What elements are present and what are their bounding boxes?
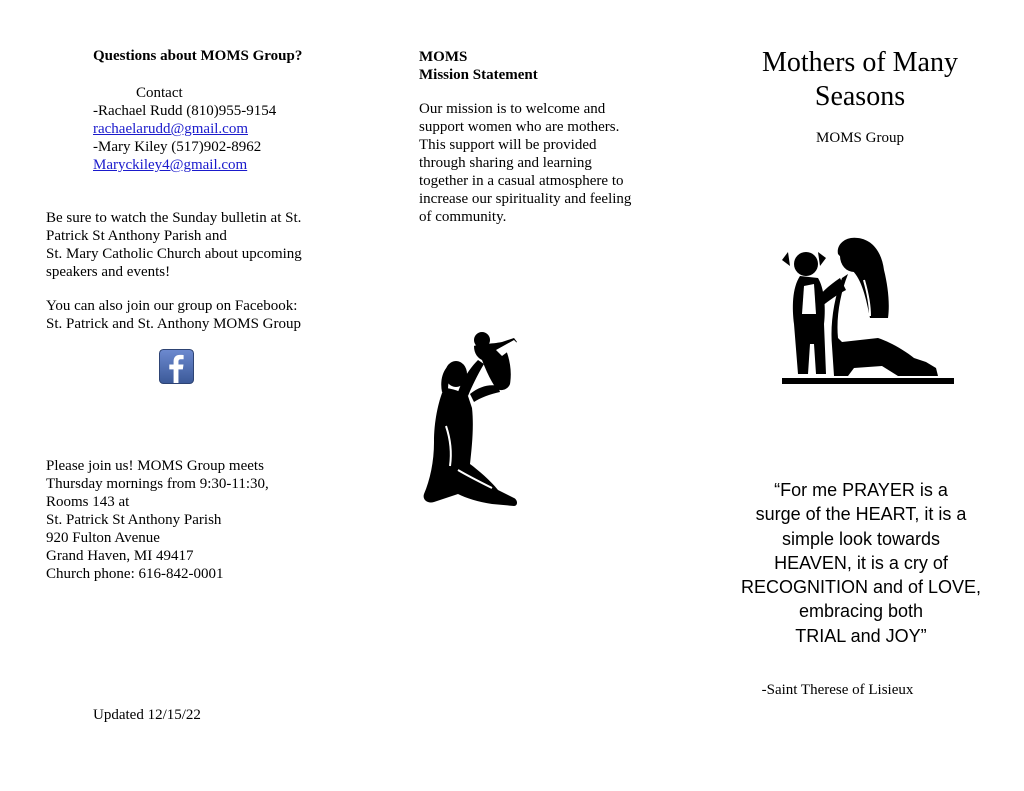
- quote-line: embracing both: [798, 601, 924, 622]
- brochure-title-line: Seasons: [814, 81, 906, 112]
- mission-statement: [419, 100, 631, 226]
- meeting-line: Please join us! MOMS Group meets: [46, 458, 264, 474]
- facebook-icon[interactable]: [159, 349, 194, 384]
- bulletin-line: St. Mary Catholic Church about upcoming: [46, 246, 302, 262]
- quote-attribution: -Saint Therese of Lisieux: [761, 682, 914, 698]
- email-link-rachael[interactable]: rachaelarudd@gmail.com: [93, 121, 248, 137]
- email-link-mary[interactable]: Maryckiley4@gmail.com: [93, 157, 248, 173]
- brochure-subtitle: MOMS Group: [816, 130, 904, 146]
- meeting-line: St. Patrick St Anthony Parish: [46, 512, 222, 528]
- mission-line: of community.: [419, 209, 507, 225]
- bulletin-line: Be sure to watch the Sunday bulletin at St.: [46, 210, 302, 226]
- mission-line: support women who are mothers.: [419, 119, 620, 135]
- meeting-line: 920 Fulton Avenue: [46, 530, 160, 546]
- mission-line: through sharing and learning: [419, 155, 592, 171]
- contact-heading: Contact: [136, 85, 183, 101]
- brochure-title-line: Mothers of Many: [762, 47, 958, 78]
- quote-line: “For me PRAYER is a: [774, 480, 948, 500]
- meeting-line: Thursday mornings from 9:30-11:30,: [46, 476, 269, 492]
- contact-rachael: -Rachael Rudd (810)955-9154: [93, 103, 277, 119]
- mission-line: This support will be provided: [419, 137, 597, 153]
- quote-line: simple look towards: [781, 528, 941, 549]
- mission-title-line: Mission Statement: [419, 67, 538, 83]
- quote-line: HEAVEN, it is a cry of: [774, 552, 948, 573]
- contact-block: [93, 84, 276, 174]
- mission-line: together in a casual atmosphere to: [419, 173, 624, 189]
- mother-kneeling-with-child-illustration: [778, 234, 958, 388]
- mission-line: Our mission is to welcome and: [419, 101, 606, 117]
- quote-line: TRIAL and JOY”: [795, 625, 927, 646]
- mission-title: [419, 48, 538, 84]
- meeting-info: [46, 457, 269, 583]
- bulletin-paragraph: [46, 209, 302, 281]
- updated-date: Updated 12/15/22: [93, 707, 201, 723]
- meeting-line: Grand Haven, MI 49417: [46, 548, 194, 564]
- quote-line: RECOGNITION and of LOVE,: [740, 577, 982, 598]
- facebook-line: You can also join our group on Facebook:: [46, 298, 298, 314]
- bulletin-line: Patrick St Anthony Parish and: [46, 228, 227, 244]
- brochure-title: [735, 46, 985, 114]
- facebook-line: St. Patrick and St. Anthony MOMS Group: [46, 316, 302, 332]
- questions-heading: Questions about MOMS Group?: [93, 48, 303, 64]
- mission-line: increase our spirituality and feeling: [419, 191, 632, 207]
- bulletin-line: speakers and events!: [46, 264, 171, 280]
- prayer-quote: [728, 478, 994, 648]
- mother-lifting-child-illustration: [418, 330, 530, 512]
- meeting-line: Rooms 143 at: [46, 494, 130, 510]
- meeting-line: Church phone: 616-842-0001: [46, 566, 224, 582]
- facebook-paragraph: [46, 297, 301, 333]
- mission-title-line: MOMS: [419, 49, 468, 65]
- contact-mary: -Mary Kiley (517)902-8962: [93, 139, 262, 155]
- quote-line: surge of the HEART, it is a: [755, 504, 967, 525]
